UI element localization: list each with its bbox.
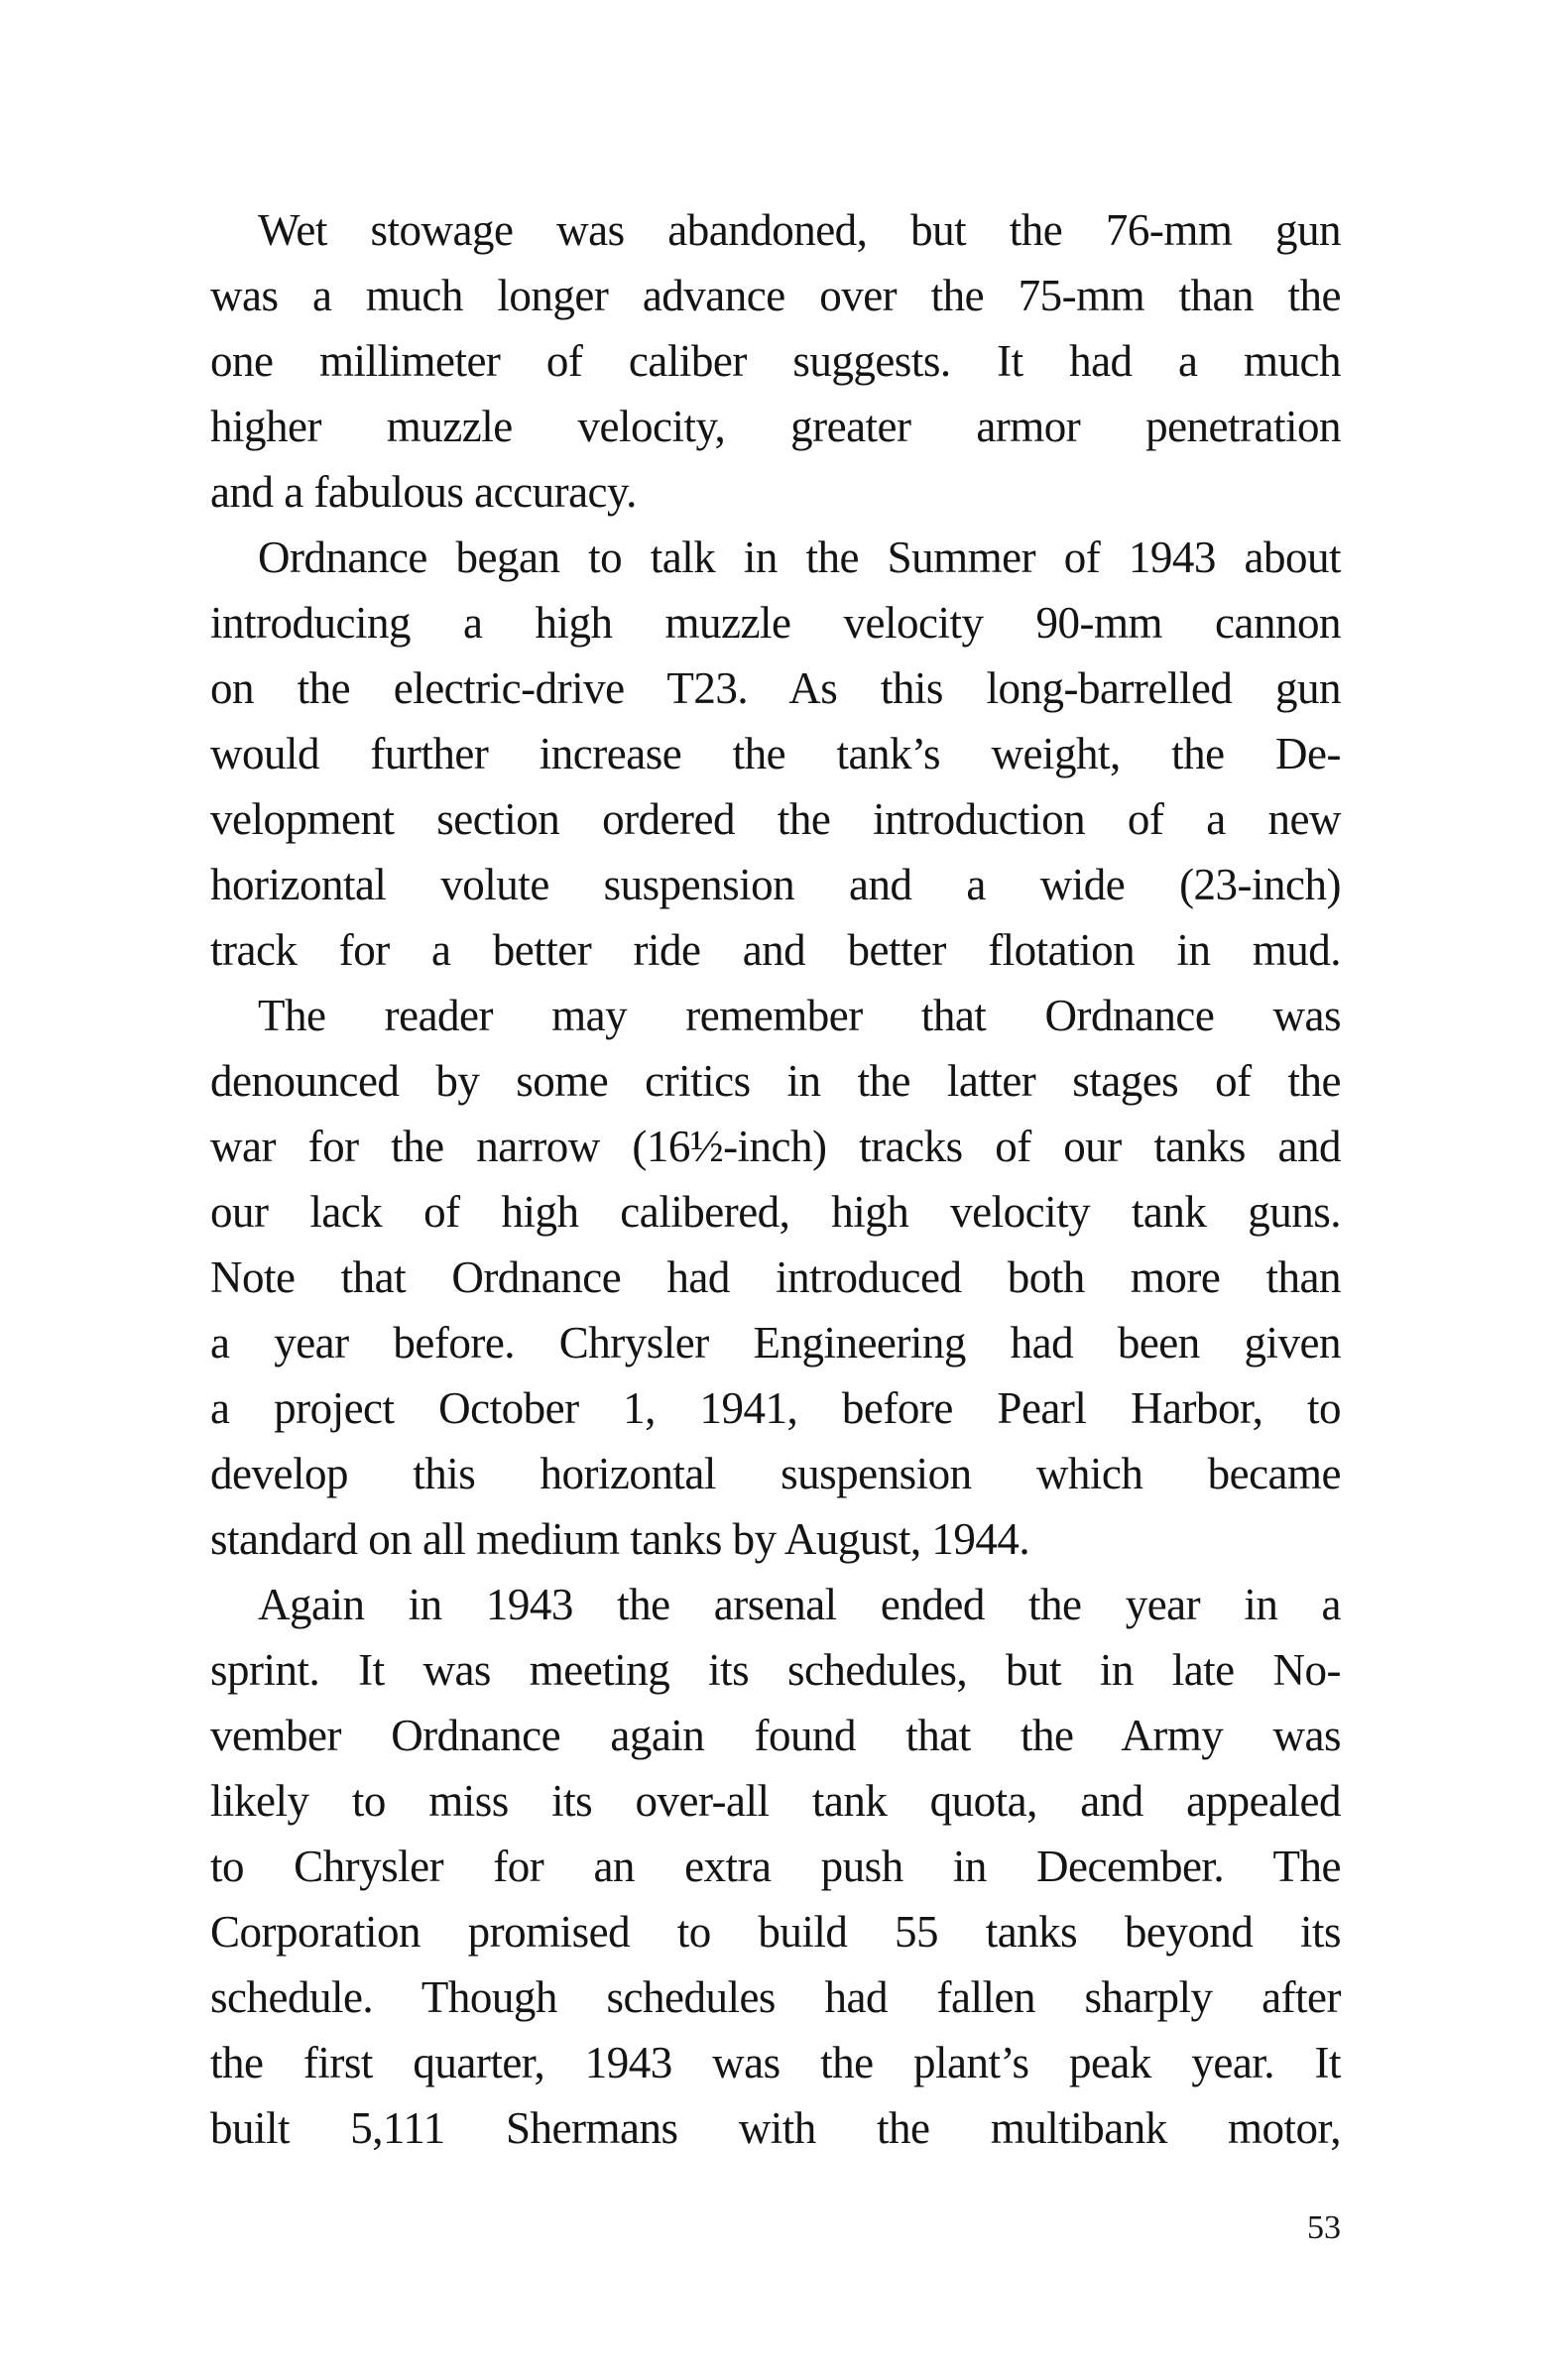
text-line: Note that Ordnance had introduced both more than	[210, 1252, 1341, 1302]
text-line: was a much longer advance over the 75-mm than the	[210, 271, 1341, 320]
text-line: introducing a high muzzle velocity 90-mm cannon	[210, 598, 1341, 648]
text-line: war for the narrow (16½-inch) tracks of our tanks and	[210, 1122, 1341, 1171]
text-line: Corporation promised to build 55 tanks beyond its	[210, 1907, 1341, 1957]
text-line: standard on all medium tanks by August, 1944.	[210, 1514, 1030, 1564]
text-line: our lack of high calibered, high velocity tank guns.	[210, 1187, 1341, 1237]
text-line: horizontal volute suspension and a wide (23-inch)	[210, 860, 1341, 909]
text-line: higher muzzle velocity, greater armor penetration	[210, 402, 1341, 451]
text-line: would further increase the tank’s weight, the De-	[210, 729, 1341, 778]
text-line: schedule. Though schedules had fallen sharply after	[210, 1972, 1341, 2022]
text-line: a project October 1, 1941, before Pearl Harbor, to	[210, 1383, 1341, 1433]
text-line: develop this horizontal suspension which became	[210, 1449, 1341, 1498]
text-line: on the electric-drive T23. As this long-barrelled gun	[210, 663, 1341, 713]
text-line: the first quarter, 1943 was the plant’s peak year. It	[210, 2038, 1341, 2087]
text-line: vember Ordnance again found that the Army was	[210, 1711, 1341, 1760]
text-line: to Chrysler for an extra push in December. The	[210, 1842, 1341, 1891]
text-line: velopment section ordered the introduction of a new	[210, 794, 1341, 844]
text-line: built 5,111 Shermans with the multibank motor,	[210, 2103, 1341, 2153]
text-line: likely to miss its over-all tank quota, and appealed	[210, 1776, 1341, 1826]
text-line: Again in 1943 the arsenal ended the year in a	[258, 1580, 1341, 1629]
text-line: one millimeter of caliber suggests. It had a much	[210, 336, 1341, 386]
text-line: track for a better ride and better flotation in mud.	[210, 925, 1341, 975]
page-number: 53	[1307, 2209, 1341, 2246]
text-line: and a fabulous accuracy.	[210, 467, 637, 517]
text-line: Wet stowage was abandoned, but the 76-mm gun	[258, 205, 1341, 255]
text-line: Ordnance began to talk in the Summer of 1943 about	[258, 533, 1341, 582]
text-line: sprint. It was meeting its schedules, but in late No-	[210, 1645, 1341, 1695]
text-line: denounced by some critics in the latter stages of the	[210, 1056, 1341, 1106]
text-line: The reader may remember that Ordnance was	[258, 991, 1341, 1040]
text-line: a year before. Chrysler Engineering had been given	[210, 1318, 1341, 1368]
